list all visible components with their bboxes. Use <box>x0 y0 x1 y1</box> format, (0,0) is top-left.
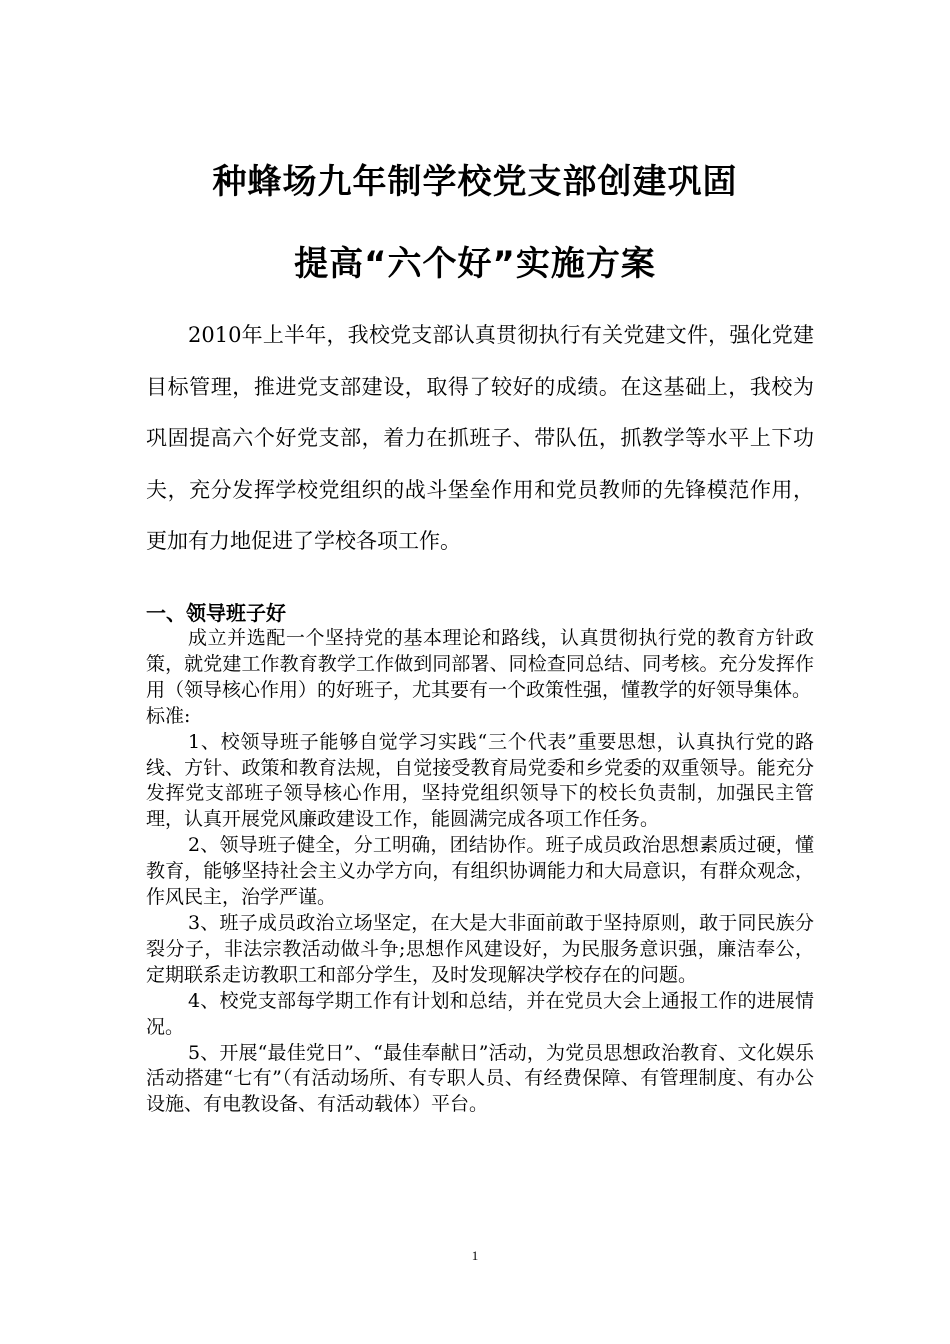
page-number: 1 <box>471 1248 479 1263</box>
standard-item-5: 5、开展“最佳党日”、“最佳奉献日”活动，为党员思想政治教育、文化娱乐活动搭建“七有”（有活动场所、有专职人员、有经费保障、有管理制度、有办公设施、有电教设备、有活动载体）平台。 <box>146 1041 814 1116</box>
section-heading: 一、领导班子好 <box>146 601 286 625</box>
standard-item-3: 3、班子成员政治立场坚定，在大是大非面前敢于坚持原则，敢于同民族分裂分子，非法宗教活动做斗争;思想作风建设好，为民服务意识强，廉洁奉公，定期联系走访教职工和部分学生，及时发现解决学校存在的问题。 <box>146 911 814 986</box>
standard-item-1: 1、校领导班子能够自觉学习实践“三个代表”重要思想，认真执行党的路线、方针、政策和教育法规，自觉接受教育局党委和乡党委的双重领导。能充分发挥党支部班子领导核心作用，坚持党组织领导下的校长负责制，加强民主管理，认真开展党风廉政建设工作，能圆满完成各项工作任务。 <box>146 730 814 831</box>
section-body <box>146 626 814 1118</box>
standard-label: 标准: <box>146 704 191 727</box>
standard-item-4: 4、校党支部每学期工作有计划和总结，并在党员大会上通报工作的进展情况。 <box>146 989 814 1038</box>
section-paragraph: 成立并选配一个坚持党的基本理论和路线，认真贯彻执行党的教育方针政策，就党建工作教育教学工作做到同部署、同检查同总结、同考核。充分发挥作用（领导核心作用）的好班子，尤其要有一个政策性强，懂教学的好领导集体。 <box>146 627 814 701</box>
document-title-line-1: 种蜂场九年制学校党支部创建巩固 <box>212 162 738 202</box>
intro-paragraph: 2010年上半年，我校党支部认真贯彻执行有关党建文件，强化党建目标管理，推进党支部建设，取得了较好的成绩。在这基础上，我校为巩固提高六个好党支部，着力在抓班子、带队伍，抓教学等水平上下功夫，充分发挥学校党组织的战斗堡垒作用和党员教师的先锋模范作用，更加有力地促进了学校各项工作。 <box>146 323 814 553</box>
document-title-line-2: 提高“六个好”实施方案 <box>294 244 656 284</box>
standard-item-2: 2、领导班子健全，分工明确，团结协作。班子成员政治思想素质过硬，懂教育，能够坚持社会主义办学方向，有组织协调能力和大局意识，有群众观念，作风民主，治学严谨。 <box>146 834 814 909</box>
